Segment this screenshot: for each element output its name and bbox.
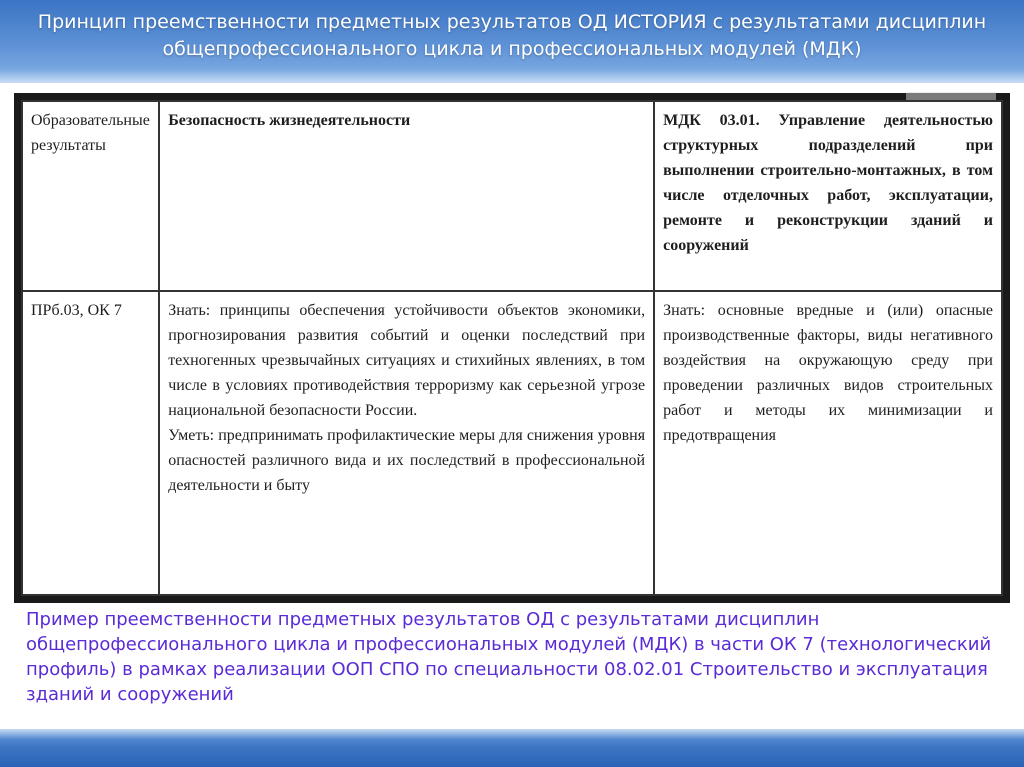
continuity-table — [21, 100, 1003, 596]
cropped-table-label — [906, 92, 996, 100]
life-safety-can-text: Уметь: предпринимать профилактические меры для снижения уровня опасностей различного вида и их последствий в профессиональной деятельности и быту — [168, 427, 646, 494]
table-row — [22, 291, 1002, 595]
scanned-table-image — [14, 93, 1010, 603]
slide-header — [0, 0, 1024, 83]
header-mdk-0301: МДК 03.01. Управление деятельностью структурных подразделений при выполнении строительно-монтажных, в том числе отделочных работ, эксплуатации, ремонте и реконструкции зданий и сооружений — [654, 101, 1002, 291]
table-header-row — [22, 101, 1002, 291]
slide-footer-band — [0, 729, 1024, 767]
header-glow — [0, 69, 1024, 83]
cell-mdk-content: Знать: основные вредные и (или) опасные производственные факторы, виды негативного воздействия на окружающую среду при проведении различных видов строительных работ и методы их минимизации и предотвращения — [654, 291, 1002, 595]
life-safety-know-text: Знать: принципы обеспечения устойчивости объектов экономики, прогнозирования развития событий и оценки последствий при техногенных чрезвычайных ситуациях и стихийных явлениях, в том числе в условиях противодействия терроризму как серьезной угрозе национальной безопасности России. — [168, 302, 646, 419]
cell-result-code: ПРб.03, ОК 7 — [22, 291, 159, 595]
cell-life-safety-content — [159, 291, 654, 595]
header-educational-results: Образовательные результаты — [22, 101, 159, 291]
slide-caption: Пример преемственности предметных результатов ОД с результатами дисциплин общепрофессионального цикла и профессиональных модулей (МДК) в части ОК 7 (технологический профиль) в рамках реализации ООП СПО по специальности 08.02.01 Строительство и эксплуатация зданий и сооружений — [26, 609, 992, 705]
footer-shine — [0, 729, 1024, 739]
header-life-safety: Безопасность жизнедеятельности — [159, 101, 654, 291]
slide-title: Принцип преемственности предметных результатов ОД ИСТОРИЯ с результатами дисциплин общепрофессионального цикла и профессиональных модулей (МДК) — [37, 11, 987, 60]
